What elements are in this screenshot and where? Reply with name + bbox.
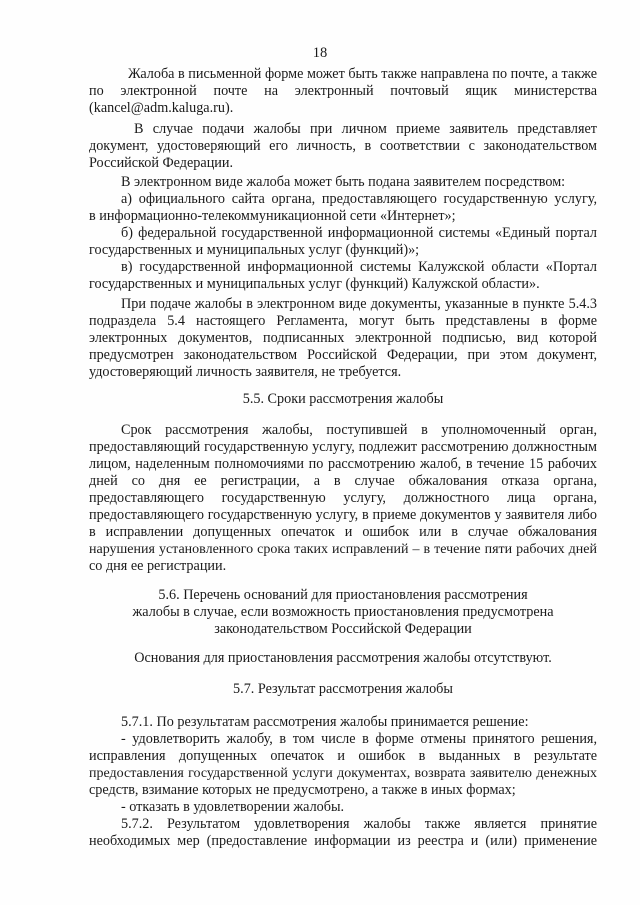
list-item-line: - удовлетворить жалобу, в том числе в форме отмены принятого решения, <box>121 731 597 747</box>
list-item-line: б) федеральной государственной информационной системы «Единый портал <box>121 225 597 241</box>
paragraph-line: исправления допущенных опечаток и ошибок в выданных в результате <box>89 748 597 764</box>
paragraph-line: предоставляющий государственную услугу, подлежит рассмотрению должностным <box>89 439 597 455</box>
paragraph-line: удостоверяющий личность заявителя, не требуется. <box>89 364 402 380</box>
list-item-line: в) государственной информационной системы Калужской области «Портал <box>121 259 597 275</box>
paragraph-line: подраздела 5.4 настоящего Регламента, могут быть представлены в форме <box>89 313 597 329</box>
paragraph-line: В электронном виде жалоба может быть подана заявителем посредством: <box>121 174 566 190</box>
list-item-line: государственных и муниципальных услуг (функций) Калужской области». <box>89 276 540 292</box>
section-heading: законодательством Российской Федерации <box>214 621 472 637</box>
paragraph-line: 5.7.2. Результатом удовлетворения жалобы также является принятие <box>121 816 597 832</box>
paragraph-line: средств, взимание которых не предусмотрено, а также в иных формах; <box>89 782 516 798</box>
paragraph-line: предоставления государственной услуги документах, возврата заявителю денежных <box>89 766 597 781</box>
list-item-line: в информационно-телекоммуникационной сети «Интернет»; <box>89 208 456 224</box>
section-heading: 5.6. Перечень оснований для приостановления рассмотрения <box>158 587 528 603</box>
section-heading: жалобы в случае, если возможность приостановления предусмотрена <box>132 604 554 620</box>
paragraph-line: дней со дня ее регистрации, а в случае обжалования отказа органа, <box>89 473 597 489</box>
paragraph-line: электронных документов, подписанных электронной подписью, вид которой <box>89 330 597 346</box>
paragraph-line: В случае подачи жалобы при личном приеме заявитель представляет <box>134 121 597 137</box>
paragraph-line: в исправлении допущенных опечаток и ошибок или в случае обжалования <box>89 524 597 540</box>
paragraph-line: (kancel@adm.kaluga.ru). <box>89 100 234 116</box>
page-number: 18 <box>312 45 328 61</box>
paragraph-line: предоставляющего государственную услугу, в приеме документов у заявителя либо <box>89 507 597 523</box>
paragraph-line: по электронной почте на электронный почтовый ящик министерства <box>89 83 597 99</box>
paragraph-line: При подаче жалобы в электронном виде документы, указанные в пункте 5.4.3 <box>121 296 597 312</box>
paragraph-line: Жалоба в письменной форме может быть также направлена по почте, а также <box>128 66 597 82</box>
paragraph-line: предусмотрен законодательством Российской Федерации, при этом документ, <box>89 347 597 363</box>
paragraph-line: предоставляющего государственную услугу, должностного лица органа, <box>89 490 597 506</box>
paragraph-line: Срок рассмотрения жалобы, поступившей в уполномоченный орган, <box>121 422 597 438</box>
paragraph-line: Российской Федерации. <box>89 155 234 171</box>
paragraph-line: со дня ее регистрации. <box>89 558 227 574</box>
list-item-line: - отказать в удовлетворении жалобы. <box>121 799 345 815</box>
paragraph-line: необходимых мер (предоставление информации из реестра и (или) применение <box>89 833 597 849</box>
paragraph-line: 5.7.1. По результатам рассмотрения жалобы принимается решение: <box>121 714 529 730</box>
paragraph-line: нарушения установленного срока таких исправлений – в течение пяти рабочих дней <box>89 542 597 557</box>
paragraph-line: лицом, наделенным полномочиями по рассмотрению жалоб, в течение 15 рабочих <box>89 456 597 472</box>
paragraph-line: Основания для приостановления рассмотрения жалобы отсутствуют. <box>134 650 552 666</box>
paragraph-line: документ, удостоверяющий его личность, в соответствии с законодательством <box>89 138 597 154</box>
section-heading: 5.5. Сроки рассмотрения жалобы <box>242 391 444 407</box>
list-item-line: государственных и муниципальных услуг (функций)»; <box>89 242 420 258</box>
section-heading: 5.7. Результат рассмотрения жалобы <box>233 681 453 697</box>
list-item-line: а) официального сайта органа, предоставляющего государственную услугу, <box>121 191 597 207</box>
